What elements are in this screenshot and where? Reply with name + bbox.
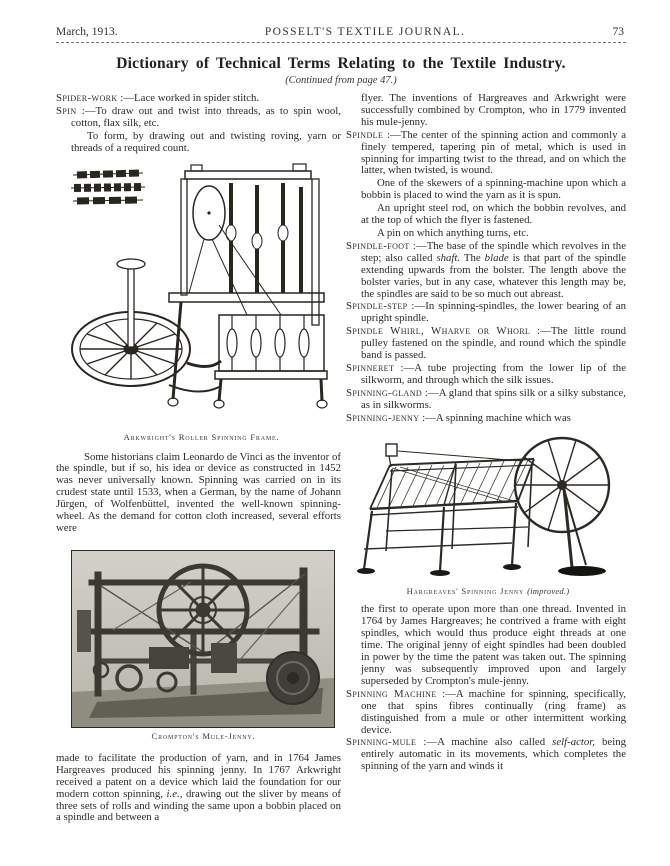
entry-definition: :—Lace worked in spider stitch. (117, 92, 260, 104)
issue-date: March, 1913. (56, 26, 118, 38)
two-column-body (56, 93, 626, 825)
entry-spinning-gland (346, 388, 626, 412)
arkwright-spinning-frame-engraving (69, 163, 333, 429)
entry-term: Spindle (345, 128, 384, 141)
left-column (56, 93, 341, 825)
entry-term: Spinning Machine (345, 687, 437, 700)
entry-spinning-machine (346, 689, 626, 737)
journal-title: POSSELT'S TEXTILE JOURNAL. (264, 26, 466, 38)
entry-spindle-step (346, 301, 626, 325)
entry-spindle-whirl (346, 326, 626, 362)
entry-spinning-jenny (346, 413, 626, 425)
entry-spin-paragraph-2: To form, by drawing out and twisting roving, yarn or threads of a required count. (71, 129, 341, 154)
page-header (56, 26, 626, 43)
entry-definition: :—A machine also called self-actor, being entirely automatic in its movements, which completes the spinning of the yarn and winds it (360, 736, 627, 773)
entry-term: Spindle-step (345, 300, 408, 313)
entry-spindle (346, 130, 626, 178)
entry-definition: :—The center of the spinning action and commonly a finely tempered, tapering pin of metal, which is used in spinning for imparting twist to the thread, and on which the latter, when twisted, is wound. (360, 128, 626, 177)
continuation-note: (Continued from page 47.) (285, 75, 397, 86)
entry-term: Spinneret (345, 361, 395, 374)
figure-caption-hargreaves: Hargreaves' Spinning Jenny (improved.) (406, 586, 570, 597)
entry-definition: :—A gland that spins silk or a silky substance, as in silkworms. (360, 386, 626, 411)
entry-term: Spindle Whirl, Wharve or Whorl (345, 325, 531, 338)
jenny-continuation: the first to operate upon more than one thread. Invented in 1764 by James Hargreaves; he contrived a frame with eight spindles, which would thus produce eight threads at one time. The original jenny of eight spindles had been doubled in power by the time the patent was taken out. The spinning jenny was subsequently improved upon and largely superseded by Crompton's mule-jenny. (360, 603, 626, 687)
entry-definition: :—A tube projecting from the lower lip of the silkworm, and through which the silk issues. (360, 361, 626, 386)
spindle-sense-4: A pin on which anything turns, etc. (376, 226, 529, 239)
entry-definition: :—A machine for spinning, specifically, one that spins fibres continually (ring frame) as distinguished from a mule or other intermittent working device. (360, 687, 626, 736)
entry-spin (56, 106, 341, 130)
history-paragraph: Some historians claim Leonardo de Vinci as the inventor of the spindle, but if so, his idea or device as constructed in 1452 was never universally known. Spinning was carried on in its crudest state until 1533, when a German, by the name of Johann Jürgen, of Wolfenbüttel, invented the well-known spinning-wheel. As the demand for cotton cloth increased, several efforts were (56, 450, 341, 534)
figure-caption-crompton: Crompton's Mule-Jenny. (151, 730, 256, 741)
entry-term: Spinning-gland (345, 386, 423, 399)
page-number: 73 (612, 26, 624, 38)
spindle-sense-2: One of the skewers of a spinning-machine upon which a bobbin is placed to wind the yarn as it is spun. (360, 177, 626, 202)
figure-caption-arkwright: Arkwright's Roller Spinning Frame. (123, 431, 280, 442)
flyer-continuation: flyer. The inventions of Hargreaves and Arkwright were successfully combined by Crompton, who in 1779 invented his mule-jenny. (360, 92, 626, 128)
spindle-sense-3: An upright steel rod, on which the bobbin revolves, and at the top of which the flyer is fastened. (360, 202, 626, 227)
article-title: Dictionary of Technical Terms Relating to the Textile Industry. (116, 55, 566, 72)
hargreaves-spinning-jenny-engraving (356, 431, 620, 583)
entry-definition: :—In spinning-spindles, the lower bearing of an upright spindle. (360, 300, 626, 325)
entry-term: Spin (56, 104, 77, 117)
figure-arkwright-spinning-frame (62, 163, 341, 442)
entry-term: Spinning-mule (345, 736, 417, 749)
figure-crompton-mule-jenny (66, 550, 341, 741)
entry-term: Spider-work (56, 92, 118, 104)
entry-term: Spindle-foot (345, 239, 410, 252)
continuation-paragraph: made to facilitate the production of yarn, and in 1764 James Hargreaves produced his spinning jenny. In 1767 Arkwright received a patent on a device which laid the foundation for our modern cotton spinning, i.e., drawing out the sliver by means of three sets of rolls and winding the same upon a bobbin placed on a spindle and between a (56, 751, 341, 824)
entry-definition: :—The little round pulley fastened on the spindle, and round which the spindle band is passed. (360, 325, 626, 362)
crompton-mule-jenny-photo (71, 550, 335, 728)
right-column (346, 93, 626, 825)
entry-spinneret (346, 363, 626, 387)
entry-spinning-mule (346, 737, 626, 773)
entry-spider-work (56, 93, 341, 105)
entry-spindle-foot (346, 241, 626, 301)
figure-hargreaves-spinning-jenny (350, 431, 626, 596)
entry-definition: :—The base of the spindle which revolves in the step; also called shaft. The blade is that part of the spindle extending upwards from the bolster. The length above the bolster varies, but in any case, whatever this length may be, the spindles are said to be so much out abreast. (360, 239, 627, 300)
entry-term: Spinning-jenny (345, 411, 420, 424)
entry-definition: :—A spinning machine which was (419, 411, 571, 424)
entry-definition: :—To draw out and twist into threads, as to spin wool, cotton, flax silk, etc. (71, 104, 341, 129)
